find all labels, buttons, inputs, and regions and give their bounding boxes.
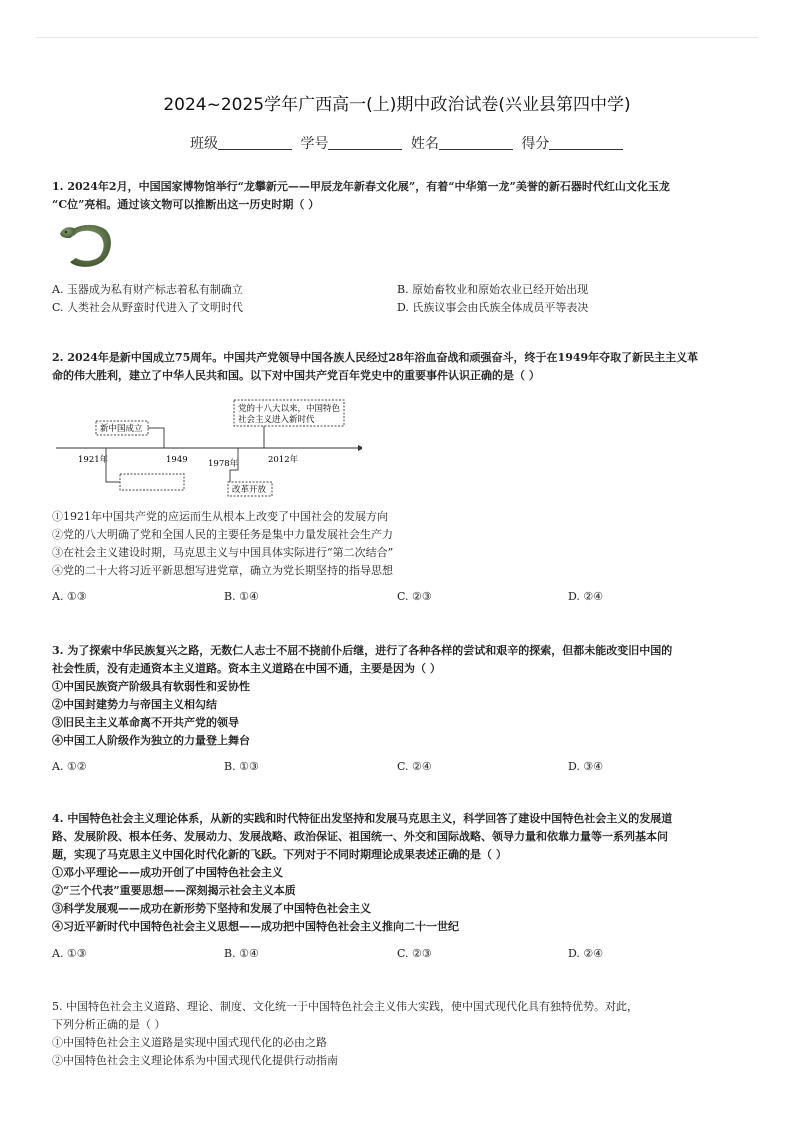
question-4-stem: 4. 中国特色社会主义理论体系，从新的实践和时代特征出发坚持和发展马克思主义，科学回答了建设中国特色社会主义的发展道 路、发展阶段、根本任务、发展动力、发展战略、政治保证、祖国统一、外交和国际战略、领导力量和依靠力量等一系列基本问 题，实现了马克思主义中国化时代化新的飞跃。下列对于不同时期理论成果表述正确的是（ ） ①邓小平理论——成功开创了中国特色社会主义 ②“三个代表”重要思想——深刻揭示社会主义本质 ③科学发展观——成功在新形势下坚持和发展了中国特色社会主义 ④习近平新时代中国特色社会主义思想——成功把中国特色社会主义推向二十一世纪: [52, 810, 742, 936]
option-c[interactable]: C. ②④: [397, 760, 432, 773]
q2-item-4: ④党的二十大将习近平新思想写进党章，确立为党长期坚持的指导思想: [52, 564, 393, 577]
question-3-options: [52, 758, 742, 776]
option-a[interactable]: A. ①③: [52, 590, 87, 603]
q3-item-3: ③旧民主主义革命离不开共产党的领导: [52, 716, 239, 729]
score-blank[interactable]: [549, 135, 623, 150]
q4-item-2: ②“三个代表”重要思想——深刻揭示社会主义本质: [52, 884, 296, 897]
question-4-options: [52, 945, 742, 963]
option-b[interactable]: B. 原始畜牧业和原始农业已经开始出现: [397, 283, 589, 296]
new-era-line2: 社会主义进入新时代: [238, 415, 315, 425]
new-china-label: 新中国成立: [100, 424, 143, 434]
top-divider: [36, 37, 758, 38]
reform-label: 改革开放: [232, 485, 267, 495]
q2-item-3: ③在社会主义建设时期，马克思主义与中国具体实际进行“第二次结合”: [52, 546, 394, 559]
new-era-line1: 党的十八大以来，中国特色: [238, 404, 341, 414]
option-a[interactable]: A. ①②: [52, 760, 87, 773]
q3-item-1: ①中国民族资产阶级具有软弱性和妥协性: [52, 680, 250, 693]
option-d[interactable]: D. 氏族议事会由氏族全体成员平等表决: [397, 301, 589, 314]
id-blank[interactable]: [328, 135, 402, 150]
option-b[interactable]: B. ①③: [224, 760, 259, 773]
year-1921: 1921年: [78, 455, 109, 465]
option-b[interactable]: B. ①④: [224, 590, 259, 603]
q2-item-1: ①1921年中国共产党的应运而生从根本上改变了中国社会的发展方向: [52, 510, 388, 523]
question-2-items: [52, 508, 742, 580]
page-title: 2024~2025学年广西高一(上)期中政治试卷(兴业县第四中学): [163, 95, 631, 115]
option-a[interactable]: A. ①③: [52, 947, 87, 960]
question-2-stem: 2. 2024年是新中国成立75周年。中国共产党领导中国各族人民经过28年浴血奋战和顽强奋斗，终于在1949年夺取了新民主主义革 命的伟大胜利，建立了中华人民共和国。以下对中国共产党百年党史中的重要事件认识正确的是（ ）: [52, 351, 699, 382]
score-label: 得分: [521, 136, 550, 152]
student-info-row: [190, 133, 627, 153]
q4-item-1: ①邓小平理论——成功开创了中国特色社会主义: [52, 866, 283, 879]
option-d[interactable]: D. ②④: [568, 590, 604, 603]
question-1-options: [52, 281, 742, 321]
year-1978: 1978年: [208, 459, 239, 469]
q4-item-3: ③科学发展观——成功在新形势下坚持和发展了中国特色社会主义: [52, 902, 371, 915]
q4-item-4: ④习近平新时代中国特色社会主义思想——成功把中国特色社会主义推向二十一世纪: [52, 920, 459, 933]
option-c[interactable]: C. 人类社会从野蛮时代进入了文明时代: [52, 301, 244, 314]
class-label: 班级: [190, 136, 218, 152]
year-1949: 1949: [166, 455, 188, 465]
question-1-stem: 1. 2024年2月，中国国家博物馆举行“龙攀新元——甲辰龙年新春文化展”，有着“中华第一龙”美誉的新石器时代红山文化玉龙 “C位”亮相。通过该文物可以推断出这一历史时期（ ）: [52, 180, 670, 211]
party-history-timeline: [52, 396, 362, 502]
option-c[interactable]: C. ②③: [397, 590, 432, 603]
q5-item-2: ②中国特色社会主义理论体系为中国式现代化提供行动指南: [52, 1054, 338, 1067]
option-b[interactable]: B. ①④: [224, 947, 259, 960]
option-c[interactable]: C. ②③: [397, 947, 432, 960]
option-d[interactable]: D. ②④: [568, 947, 604, 960]
question-3-stem: 3. 为了探索中华民族复兴之路，无数仁人志士不屈不挠前仆后继，进行了各种各样的尝试和艰辛的探索，但都未能改变旧中国的 社会性质，没有走通资本主义道路。资本主义道路在中国不通，主要是因为（ ） ①中国民族资产阶级具有软弱性和妥协性 ②中国封建势力与帝国主义相勾结 ③旧民主主义革命离不开共产党的领导 ④中国工人阶级作为独立的力量登上舞台: [52, 642, 742, 750]
q5-item-1: ①中国特色社会主义道路是实现中国式现代化的必由之路: [52, 1036, 327, 1049]
question-2-options: [52, 588, 742, 606]
option-a[interactable]: A. 玉器成为私有财产标志着私有制确立: [52, 283, 243, 296]
id-label: 学号: [300, 136, 329, 152]
option-d[interactable]: D. ③④: [568, 760, 604, 773]
name-label: 姓名: [410, 136, 439, 152]
jade-dragon-icon: [56, 220, 116, 270]
question-5-stem: 5. 中国特色社会主义道路、理论、制度、文化统一于中国特色社会主义伟大实践，使中国式现代化具有独特优势。对此， 下列分析正确的是（ ） ①中国特色社会主义道路是实现中国式现代化的必由之路 ②中国特色社会主义理论体系为中国式现代化提供行动指南: [52, 998, 742, 1070]
q3-item-4: ④中国工人阶级作为独立的力量登上舞台: [52, 734, 250, 747]
name-blank[interactable]: [439, 135, 513, 150]
class-blank[interactable]: [218, 135, 292, 150]
blank-answer-box: [120, 474, 184, 490]
q3-item-2: ②中国封建势力与帝国主义相勾结: [52, 698, 217, 711]
year-2012: 2012年: [268, 455, 299, 465]
q2-item-2: ②党的八大明确了党和全国人民的主要任务是集中力量发展社会生产力: [52, 528, 393, 541]
